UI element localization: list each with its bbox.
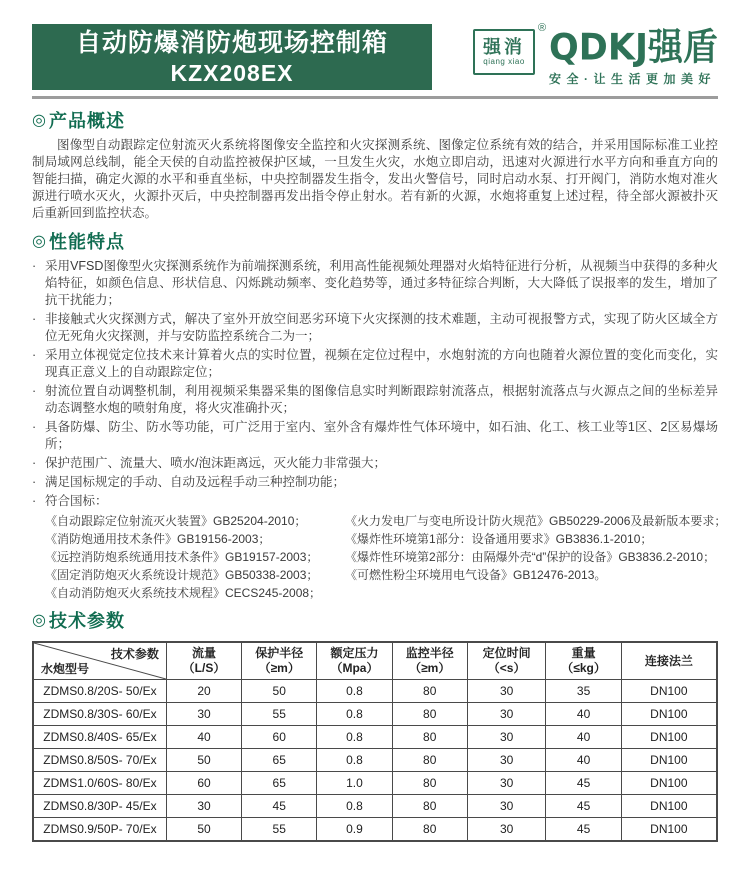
features-list [32,258,718,510]
datasheet-page [0,24,750,842]
table-header-row [33,642,717,680]
table-row [33,680,717,703]
qiangxiao-logo [473,22,547,75]
value-cell: 60 [166,772,241,795]
brand-logo-area [473,24,718,87]
standard-entry: 《爆炸性环境第1部分：设备通用要求》GB3836.1-2010； [345,532,653,546]
value-cell: DN100 [621,726,717,749]
overview-section-title: 产品概述 [48,111,125,131]
standard-entry: 《固定消防炮灭火系统设计规范》GB50338-2003； [45,568,319,582]
qdkj-logo [549,29,718,87]
value-cell: 30 [166,795,241,818]
spec-table [32,641,718,842]
value-cell: 0.8 [317,703,392,726]
feature-text: 采用立体视觉定位技术来计算着火点的实时位置，视频在定位过程中，水炮射流的方向也随着火源位置的变化而变化，实现真正意义上的自动跟踪定位； [45,348,718,379]
column-header-flow: 流量 （L/S） [166,642,241,680]
value-cell: 55 [242,703,317,726]
value-cell: 30 [467,795,546,818]
list-item [32,347,718,381]
spec-table-body [33,680,717,842]
overview-section-heading [32,109,718,133]
value-cell: 80 [392,795,467,818]
standards-right-column [345,512,726,602]
feature-text: 射流位置自动调整机制，利用视频采集器采集的图像信息实时判断跟踪射流落点，根据射流落点与火源点之间的坐标差异动态调整水炮的喷射角度，将火灾准确扑灭； [45,384,718,415]
feature-text: 保护范围广、流量大、喷水/泡沫距离远，灭火能力非常强大； [45,456,386,470]
model-cell: ZDMS0.9/50P- 70/Ex [33,818,166,842]
specs-section-title: 技术参数 [48,611,125,631]
standard-entry: 《爆炸性环境第2部分：由隔爆外壳“d”保护的设备》GB3836.2-2010； [345,550,716,564]
value-cell: 0.8 [317,795,392,818]
corner-header-cell [33,642,166,680]
double-circle-icon: ◎ [32,233,46,250]
value-cell: 30 [166,703,241,726]
column-header-protect-radius: 保护半径 （≥m） [242,642,317,680]
value-cell: 45 [546,795,621,818]
value-cell: DN100 [621,818,717,842]
standards-columns [45,512,727,602]
value-cell: 40 [166,726,241,749]
specs-section-heading [32,609,718,633]
value-cell: 50 [166,818,241,842]
value-cell: 50 [242,680,317,703]
corner-label-parameters: 技术参数 [110,647,159,661]
value-cell: 0.9 [317,818,392,842]
registered-trademark-icon: ® [537,22,547,34]
product-title-box [32,24,432,90]
value-cell: 35 [546,680,621,703]
bullet-icon: · [32,384,37,398]
list-item [32,311,718,345]
value-cell: 30 [467,749,546,772]
feature-text: 具备防爆、防尘、防水等功能，可广泛用于室内、室外含有爆炸性气体环境中，如石油、化工、核工业等1区、2区易爆场所； [45,420,718,451]
model-cell: ZDMS0.8/50S- 70/Ex [33,749,166,772]
value-cell: 65 [242,749,317,772]
brand-tagline: 安全·让生活更加美好 [549,72,717,86]
model-cell: ZDMS0.8/20S- 50/Ex [33,680,166,703]
value-cell: 80 [392,772,467,795]
table-row [33,818,717,842]
value-cell: 80 [392,818,467,842]
value-cell: DN100 [621,703,717,726]
column-header-flange: 连接法兰 [621,642,717,680]
bullet-icon: · [32,259,37,273]
list-item [32,383,718,417]
table-row [33,772,717,795]
features-section-heading [32,230,718,254]
value-cell: 40 [546,749,621,772]
table-row [33,726,717,749]
value-cell: 30 [467,772,546,795]
value-cell: 55 [242,818,317,842]
column-header-rated-pressure: 额定压力 （Mpa） [317,642,392,680]
value-cell: 80 [392,703,467,726]
list-item [32,419,718,453]
bullet-icon: · [32,312,37,326]
qiangxiao-logo-text: 强消 [483,37,526,57]
value-cell: DN100 [621,772,717,795]
column-header-weight: 重量 （≤kg） [546,642,621,680]
bullet-icon: · [32,420,37,434]
standard-entry: 《消防炮通用技术条件》GB19156-2003； [45,532,271,546]
features-section-title: 性能特点 [48,232,125,252]
table-row [33,703,717,726]
bullet-icon: · [32,494,37,508]
value-cell: 20 [166,680,241,703]
value-cell: 30 [467,818,546,842]
product-title: 自动防爆消防炮现场控制箱 [75,28,388,57]
list-item [32,258,718,309]
list-item [32,493,718,510]
header-divider [32,96,718,99]
value-cell: 30 [467,726,546,749]
qdkj-wordmark: QDKJ强盾 [549,27,718,70]
header [32,24,718,92]
value-cell: 40 [546,726,621,749]
model-cell: ZDMS0.8/30P- 45/Ex [33,795,166,818]
value-cell: 30 [467,680,546,703]
value-cell: DN100 [621,680,717,703]
value-cell: 0.8 [317,726,392,749]
overview-paragraph: 图像型自动跟踪定位射流灭火系统将图像安全监控和火灾探测系统、图像定位系统有效的结合，并采用国际标准工业控制局域网总线制，能全天侯的自动监控被保护区域，一旦发生火灾，水炮立即启动，迅速对火源进行水平方向和垂直方向的智能扫描，确定火源的水平和垂直坐标，中央控制器发生指令，发出火警信号，同时启动水泵、打开阀门，消防水炮对准火源进行喷水灭火，火源扑灭后，中央控制器再发出指令停止射水。若有新的火源，水炮将重复上述过程，待全部火源被扑灭后重新回到监控状态。 [32,138,718,220]
value-cell: 65 [242,772,317,795]
model-cell: ZDMS0.8/40S- 65/Ex [33,726,166,749]
column-header-monitor-radius: 监控半径 （≥m） [392,642,467,680]
feature-text: 满足国标规定的手动、自动及远程手动三种控制功能； [45,475,346,489]
value-cell: 40 [546,703,621,726]
feature-text: 非接触式火灾探测方式，解决了室外开放空间恶劣环境下火灾探测的技术难题，主动可视报警方式，实现了防火区域全方位无死角火灾探测，并与安防监控系统合二为一； [45,312,718,343]
feature-text: 符合国标： [45,494,108,508]
bullet-icon: · [32,456,37,470]
qiangxiao-logo-box [473,29,535,75]
standard-entry: 《远控消防炮系统通用技术条件》GB19157-2003； [45,550,319,564]
qiangxiao-logo-pinyin: qiang xiao [483,57,525,66]
table-row [33,749,717,772]
corner-label-model: 水炮型号 [41,662,90,676]
model-cell: ZDMS0.8/30S- 60/Ex [33,703,166,726]
spec-table-head [33,642,717,680]
list-item [32,455,718,472]
table-row [33,795,717,818]
bullet-icon: · [32,475,37,489]
model-cell: ZDMS1.0/60S- 80/Ex [33,772,166,795]
standard-entry: 《火力发电厂与变电所设计防火规范》GB50229-2006及最新版本要求； [345,514,727,528]
value-cell: DN100 [621,749,717,772]
value-cell: 80 [392,726,467,749]
value-cell: 80 [392,680,467,703]
value-cell: 45 [546,818,621,842]
product-model: KZX208EX [170,59,294,86]
standards-left-column [45,512,345,602]
value-cell: 1.0 [317,772,392,795]
bullet-icon: · [32,348,37,362]
value-cell: 50 [166,749,241,772]
value-cell: 45 [242,795,317,818]
value-cell: 80 [392,749,467,772]
value-cell: 30 [467,703,546,726]
column-header-position-time: 定位时间 （<s） [467,642,546,680]
value-cell: 45 [546,772,621,795]
value-cell: 60 [242,726,317,749]
standard-entry: 《可燃性粉尘环境用电气设备》GB12476-2013。 [345,568,607,582]
standard-entry: 《自动跟踪定位射流灭火装置》GB25204-2010； [45,514,307,528]
double-circle-icon: ◎ [32,112,46,129]
list-item [32,474,718,491]
value-cell: 0.8 [317,749,392,772]
feature-text: 采用VFSD图像型火灾探测系统作为前端探测系统，利用高性能视频处理器对火焰特征进行分析，从视频当中获得的多种火焰特征，如颜色信息、形状信息、闪烁跳动频率、变化趋势等，通过多特征综合判断，大大降低了误报率的发生，增加了抗干扰能力； [45,259,718,307]
value-cell: DN100 [621,795,717,818]
standard-entry: 《自动消防炮灭火系统技术规程》CECS245-2008； [45,586,322,600]
value-cell: 0.8 [317,680,392,703]
double-circle-icon: ◎ [32,612,46,629]
